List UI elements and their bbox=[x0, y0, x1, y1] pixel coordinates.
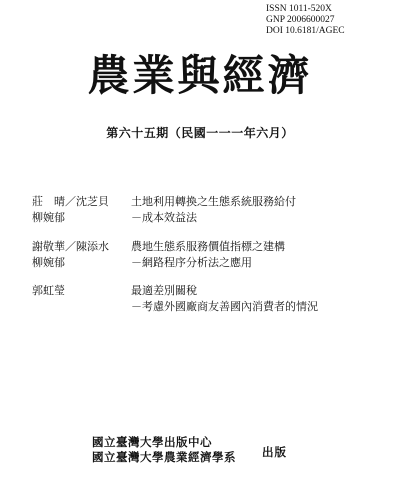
subtitle-line: －考慮外國廠商友善國內消費者的情況 bbox=[131, 300, 318, 313]
author-line: 郭虹瑩 bbox=[32, 284, 65, 297]
publisher-line: 國立臺灣大學出版中心 bbox=[92, 435, 212, 449]
article-authors bbox=[32, 239, 122, 271]
publisher-line: 國立臺灣大學農業經濟學系 bbox=[92, 450, 236, 464]
issn-text: ISSN 1011-520X bbox=[266, 4, 332, 14]
author-line: 柳婉郁 bbox=[32, 256, 65, 269]
subtitle-line: －網路程序分析法之應用 bbox=[131, 256, 252, 269]
title-line: 最適差別關稅 bbox=[131, 284, 197, 297]
publisher-suffix: 出版 bbox=[262, 445, 287, 459]
publisher-block bbox=[92, 435, 236, 465]
article-title bbox=[131, 239, 371, 271]
author-line: 謝敬華／陳添水 bbox=[32, 240, 109, 253]
title-line: 農地生態系服務價值指標之建構 bbox=[131, 240, 285, 253]
author-line: 柳婉郁 bbox=[32, 211, 65, 224]
doi-text: DOI 10.6181/AGEC bbox=[266, 26, 345, 36]
article-title bbox=[131, 194, 371, 226]
author-line: 莊 晴／沈芝貝 bbox=[32, 195, 109, 208]
gpn-text: GNP 2006600027 bbox=[266, 15, 335, 25]
article-authors bbox=[32, 194, 122, 226]
article-authors bbox=[32, 283, 122, 299]
article-title bbox=[131, 283, 371, 315]
journal-title: 農業與經濟 bbox=[87, 51, 313, 100]
issue-label: 第六十五期（民國一一一年六月） bbox=[106, 126, 294, 140]
subtitle-line: －成本效益法 bbox=[131, 211, 197, 224]
title-line: 土地利用轉換之生態系統服務給付 bbox=[131, 195, 296, 208]
identifiers-block bbox=[266, 4, 345, 37]
